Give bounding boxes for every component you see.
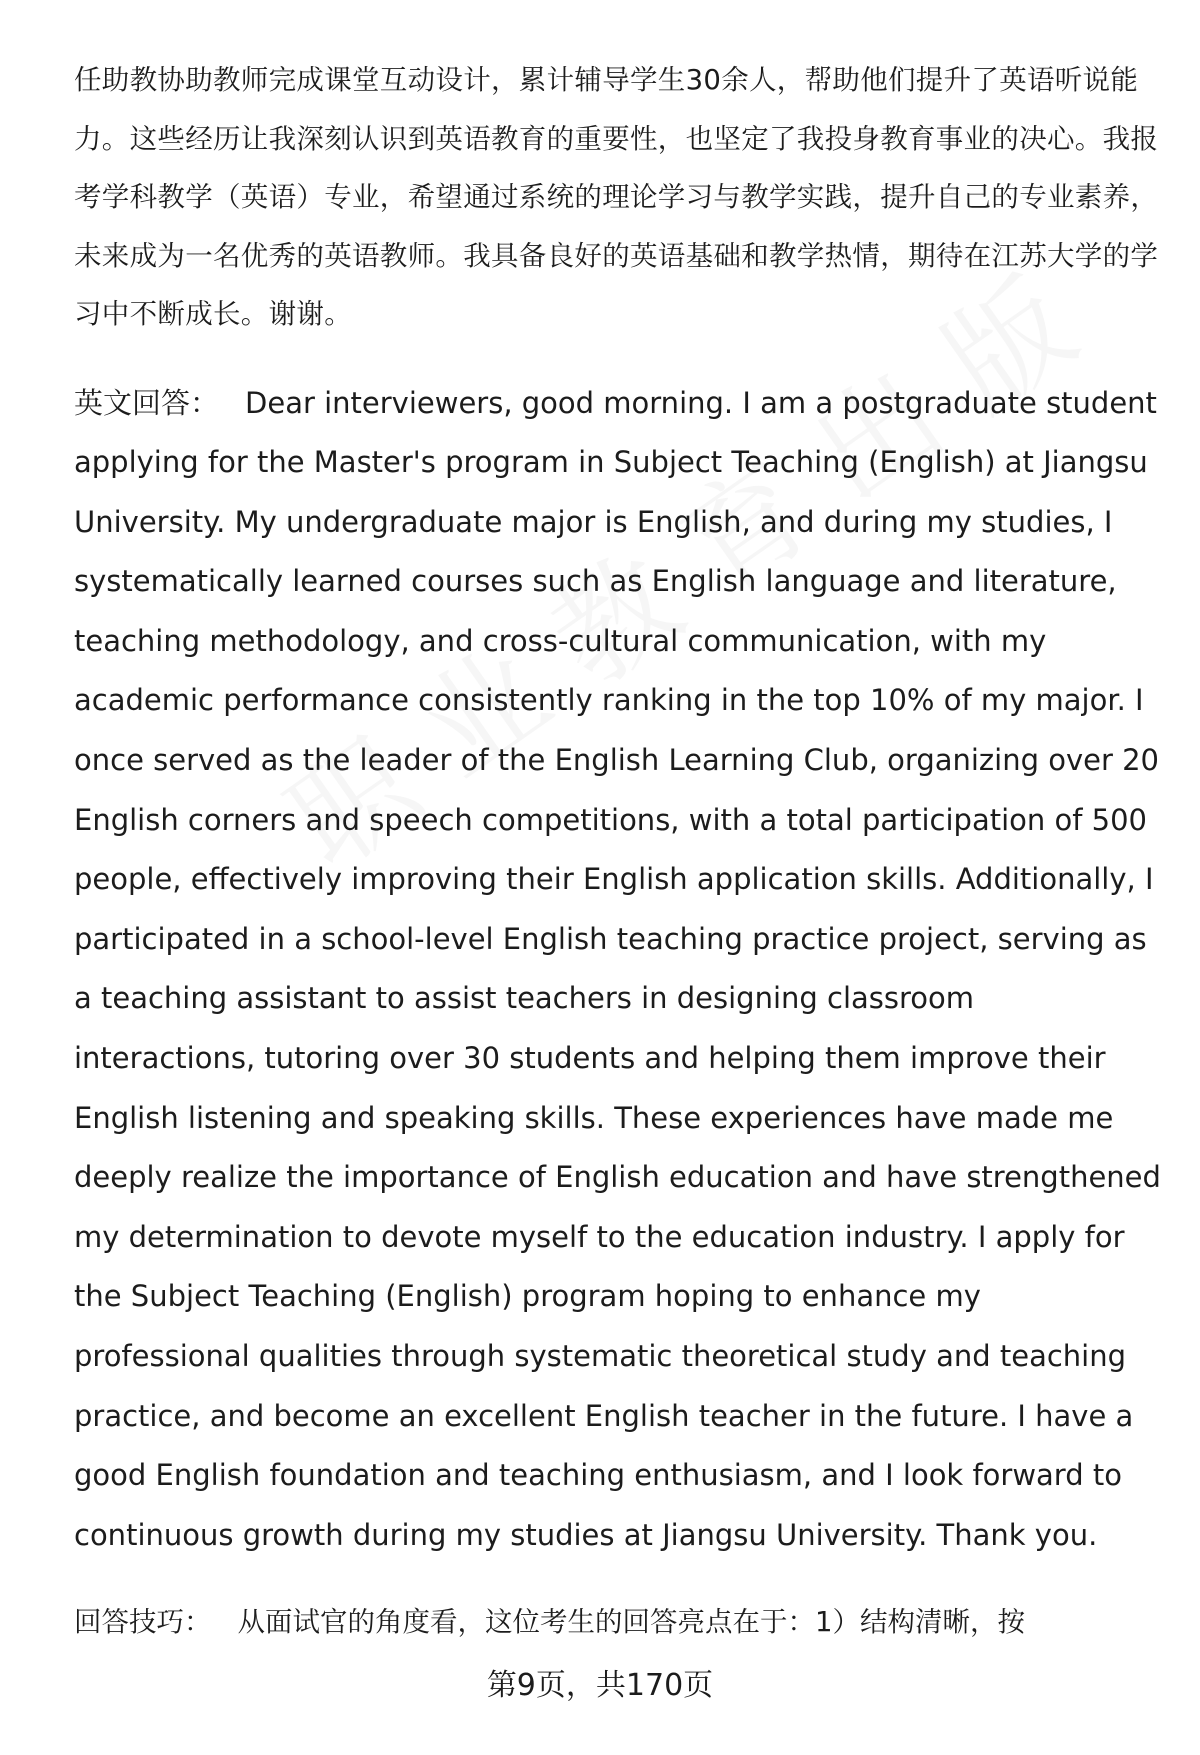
answer-tips-text: 从面试官的角度看，这位考生的回答亮点在于：1）结构清晰，按 bbox=[237, 1606, 1025, 1639]
english-answer-label: 英文回答： bbox=[74, 385, 220, 420]
answer-tips-paragraph bbox=[74, 1593, 1164, 1652]
english-answer-text: Dear interviewers, good morning. I am a postgraduate student applying for the Master's program in Subject Teaching (English) at Jiangsu University. My undergraduate major is English, and during my studies, I systematically learned courses such as English language and literature, teaching methodology, and cross-cultural communication, with my academic performance consistently ranking in the top 10% of my major. I once served as the leader of the English Learning Club, organizing over 20 English corners and speech competitions, with a total participation of 500 people, effectively improving their English application skills. Additionally, I participated in a school-level English teaching practice project, serving as a teaching assistant to assist teachers in designing classroom interactions, tutoring over 30 students and helping them improve their English listening and speaking skills. These experiences have made me deeply realize the importance of English education and have strengthened my determination to devote myself to the education industry. I apply for the Subject Teaching (English) program hoping to enhance my professional qualities through systematic theoretical study and teaching practice, and become an excellent English teacher in the future. I have a good English foundation and teaching enthusiasm, and I look forward to continuous growth during my studies at Jiangsu University. Thank you. bbox=[74, 385, 1161, 1552]
document-body bbox=[74, 51, 1164, 1652]
page-footer: 第9页，共170页 bbox=[486, 1668, 714, 1703]
continued-paragraph: 任助教协助教师完成课堂互动设计，累计辅导学生30余人，帮助他们提升了英语听说能力。这些经历让我深刻认识到英语教育的重要性，也坚定了我投身教育事业的决心。我报考学科教学（英语）专业，希望通过系统的理论学习与教学实践，提升自己的专业素养，未来成为一名优秀的英语教师。我具备良好的英语基础和教学热情，期待在江苏大学的学习中不断成长。谢谢。 bbox=[74, 64, 1159, 330]
answer-tips-label: 回答技巧： bbox=[74, 1606, 212, 1639]
english-answer-paragraph bbox=[74, 374, 1164, 1566]
